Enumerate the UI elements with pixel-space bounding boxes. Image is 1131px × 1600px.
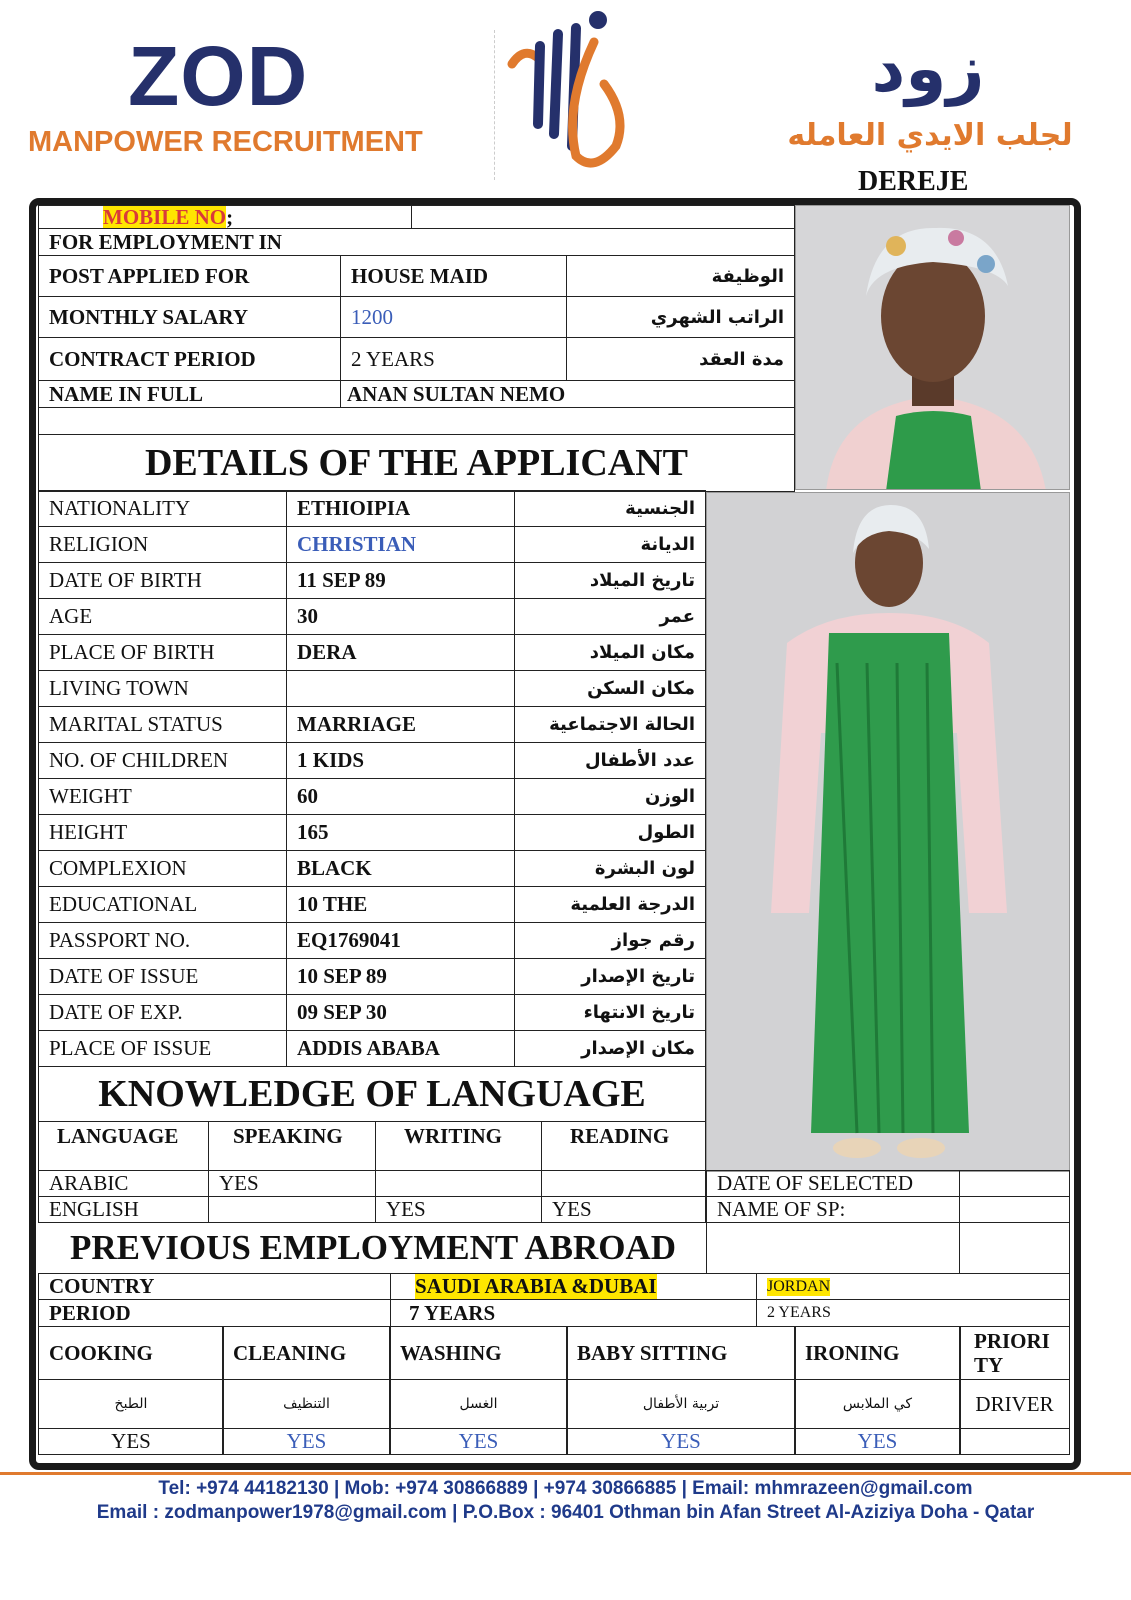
lang-english-reading: YES (541, 1196, 706, 1223)
detail-arabic: الجنسية (514, 490, 706, 527)
detail-arabic: تاريخ الانتهاء (514, 994, 706, 1031)
detail-label: HEIGHT (38, 814, 287, 851)
blank-row (38, 407, 795, 435)
detail-label: WEIGHT (38, 778, 287, 815)
language-title: KNOWLEDGE OF LANGUAGE (38, 1066, 706, 1122)
skill-arabic: الغسل (389, 1379, 568, 1429)
mobile-suffix: ; (226, 205, 234, 229)
selection-blank (706, 1222, 960, 1274)
detail-arabic: عدد الأطفال (514, 742, 706, 779)
detail-label: RELIGION (38, 526, 287, 563)
detail-arabic: الطول (514, 814, 706, 851)
country-label: COUNTRY (38, 1273, 391, 1300)
detail-label: DATE OF ISSUE (38, 958, 287, 995)
name-value: ANAN SULTAN NEMO (340, 380, 795, 408)
detail-arabic: الديانة (514, 526, 706, 563)
detail-arabic: مكان السكن (514, 670, 706, 707)
previous-title: PREVIOUS EMPLOYMENT ABROAD (70, 1228, 677, 1267)
brand-logo-arabic: زود (871, 30, 985, 107)
country2-cell (756, 1273, 1070, 1300)
selection-blank-2 (959, 1222, 1070, 1274)
contract-arabic: مدة العقد (566, 337, 795, 381)
detail-arabic: مكان الميلاد (514, 634, 706, 671)
lang-arabic: ARABIC (38, 1170, 209, 1197)
post-label: POST APPLIED FOR (38, 255, 341, 297)
detail-value: ADDIS ABABA (286, 1030, 515, 1067)
skill-label: IRONING (794, 1326, 961, 1380)
detail-arabic: الوزن (514, 778, 706, 815)
detail-arabic: الدرجة العلمية (514, 886, 706, 923)
detail-value: 10 THE (286, 886, 515, 923)
priority-blank (959, 1428, 1070, 1455)
detail-label: DATE OF BIRTH (38, 562, 287, 599)
salary-label: MONTHLY SALARY (38, 296, 341, 338)
sponsor-label: NAME OF SP: (706, 1196, 960, 1223)
country1-cell (390, 1273, 757, 1300)
detail-value: EQ1769041 (286, 922, 515, 959)
detail-arabic: تاريخ الميلاد (514, 562, 706, 599)
details-title: DETAILS OF THE APPLICANT (38, 434, 795, 492)
detail-value: DERA (286, 634, 515, 671)
post-value: HOUSE MAID (340, 255, 567, 297)
skill-arabic: تربية الأطفال (566, 1379, 796, 1429)
detail-label: EDUCATIONAL (38, 886, 287, 923)
detail-value: 165 (286, 814, 515, 851)
priority-label-line2: TY (974, 1353, 1004, 1377)
salary-arabic: الراتب الشهري (566, 296, 795, 338)
detail-label: PLACE OF BIRTH (38, 634, 287, 671)
brand-tagline: MANPOWER RECRUITMENT (28, 126, 423, 158)
skill-label: WASHING (389, 1326, 568, 1380)
priority-value: DRIVER (959, 1379, 1070, 1429)
brand-tagline-arabic: لجلب الايدي العامله (787, 118, 1073, 153)
detail-value (286, 670, 515, 707)
brand-logo-text: ZOD (128, 29, 309, 123)
detail-label: PASSPORT NO. (38, 922, 287, 959)
detail-value: ETHIOIPIA (286, 490, 515, 527)
header-divider (494, 30, 495, 180)
period1-value: 7 YEARS (390, 1299, 757, 1327)
lang-header-writing: WRITING (375, 1121, 542, 1171)
lang-english: ENGLISH (38, 1196, 209, 1223)
detail-value: BLACK (286, 850, 515, 887)
priority-label-line1: PRIORI (974, 1329, 1050, 1353)
detail-value: 1 KIDS (286, 742, 515, 779)
detail-label: AGE (38, 598, 287, 635)
skill-arabic: كي الملابس (794, 1379, 961, 1429)
skill-value: YES (389, 1428, 568, 1455)
detail-value: 10 SEP 89 (286, 958, 515, 995)
detail-arabic: رقم جواز (514, 922, 706, 959)
salary-value: 1200 (340, 296, 567, 338)
detail-label: NATIONALITY (38, 490, 287, 527)
detail-value: 09 SEP 30 (286, 994, 515, 1031)
country1-value: SAUDI ARABIA &DUBAI (415, 1274, 657, 1298)
footer-divider (0, 1472, 1131, 1475)
mobile-label: MOBILE NO (103, 205, 227, 229)
lang-english-speaking (208, 1196, 376, 1223)
lang-header-reading: READING (541, 1121, 706, 1171)
period-label: PERIOD (38, 1299, 391, 1327)
country2-value: JORDAN (767, 1277, 831, 1295)
brand-figure-icon (504, 6, 634, 176)
detail-value: CHRISTIAN (286, 526, 515, 563)
priority-label (959, 1326, 1070, 1380)
lang-english-writing: YES (375, 1196, 542, 1223)
detail-arabic: الحالة الاجتماعية (514, 706, 706, 743)
skill-value: YES (222, 1428, 391, 1455)
post-arabic: الوظيفة (566, 255, 795, 297)
skill-arabic: الطبخ (38, 1379, 224, 1429)
mobile-value-cell (411, 205, 795, 229)
skill-value: YES (794, 1428, 961, 1455)
detail-label: MARITAL STATUS (38, 706, 287, 743)
footer-contact-line-1: Tel: +974 44182130 | Mob: +974 30866889 | +974 30866885 | Email: mhmrazeen@gmail.com (158, 1478, 973, 1499)
mobile-label-cell (38, 205, 412, 229)
lang-arabic-speaking: YES (208, 1170, 376, 1197)
detail-value: 11 SEP 89 (286, 562, 515, 599)
contract-value: 2 YEARS (340, 337, 567, 381)
skill-label: CLEANING (222, 1326, 391, 1380)
applicant-full-photo (706, 492, 1070, 1172)
name-label: NAME IN FULL (38, 380, 341, 408)
skill-label: COOKING (38, 1326, 224, 1380)
lang-arabic-reading (541, 1170, 706, 1197)
lang-header-speaking: SPEAKING (208, 1121, 376, 1171)
contract-label: CONTRACT PERIOD (38, 337, 341, 381)
lang-arabic-writing (375, 1170, 542, 1197)
agent-name: DEREJE (858, 166, 969, 197)
detail-label: DATE OF EXP. (38, 994, 287, 1031)
detail-label: COMPLEXION (38, 850, 287, 887)
detail-label: LIVING TOWN (38, 670, 287, 707)
detail-value: 60 (286, 778, 515, 815)
sponsor-value (959, 1196, 1070, 1223)
skill-value: YES (566, 1428, 796, 1455)
period2-value: 2 YEARS (756, 1299, 1070, 1327)
skill-value: YES (38, 1428, 224, 1455)
detail-arabic: لون البشرة (514, 850, 706, 887)
detail-arabic: مكان الإصدار (514, 1030, 706, 1067)
employment-label: FOR EMPLOYMENT IN (38, 228, 795, 256)
date-selected-value (959, 1170, 1070, 1197)
detail-arabic: عمر (514, 598, 706, 635)
applicant-headshot (795, 205, 1070, 490)
detail-value: 30 (286, 598, 515, 635)
detail-arabic: تاريخ الإصدار (514, 958, 706, 995)
detail-label: NO. OF CHILDREN (38, 742, 287, 779)
skill-arabic: التنظيف (222, 1379, 391, 1429)
skill-label: BABY SITTING (566, 1326, 796, 1380)
detail-label: PLACE OF ISSUE (38, 1030, 287, 1067)
detail-value: MARRIAGE (286, 706, 515, 743)
footer-contact-line-2: Email : zodmanpower1978@gmail.com | P.O.Box : 96401 Othman bin Afan Street Al-Aziziya Doha - Qatar (96, 1502, 1035, 1523)
lang-header-language: LANGUAGE (38, 1121, 209, 1171)
date-selected-label: DATE OF SELECTED (706, 1170, 960, 1197)
